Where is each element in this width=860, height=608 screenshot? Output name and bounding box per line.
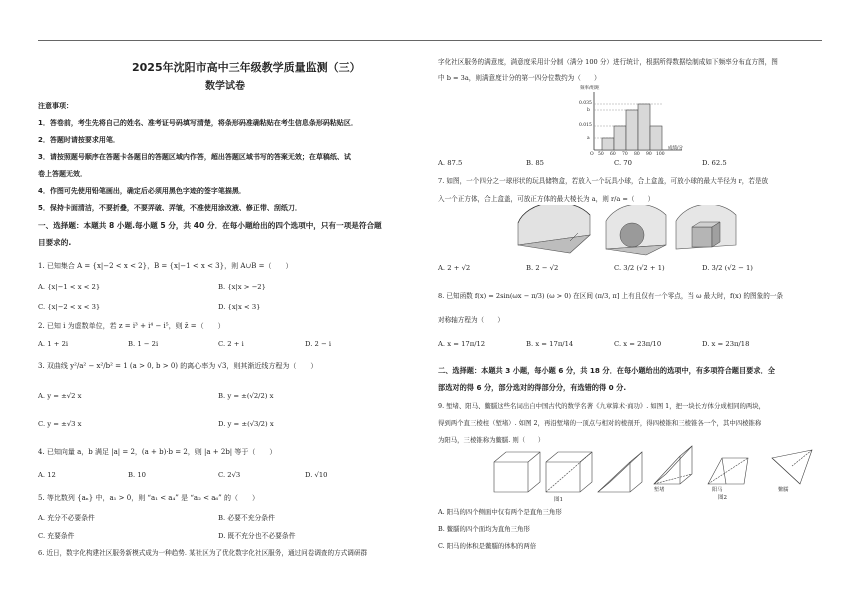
q6-option-b: B. 85 <box>526 159 544 167</box>
q6-stem-left: 6. 近日，数字化构建社区服务新模式成为一种趋势. 某社区为了优化数字化社区服务，通过问卷调查的方式调研群 <box>38 549 368 557</box>
q9-label-yangma: 阳马 <box>712 487 723 493</box>
q9-figure-1 <box>492 448 644 496</box>
q5-option-b: B. 必要不充分条件 <box>218 514 275 522</box>
q6-option-a: A. 87.5 <box>438 159 463 167</box>
exam-title: 2025年沈阳市高中三年级教学质量监测（三） <box>132 61 361 74</box>
q3-option-a: A. y = ±√2 x <box>38 392 82 400</box>
hist-xtick-3: 70 <box>622 152 628 157</box>
q9-label-qiandu: 堑堵 <box>654 487 665 493</box>
q5-option-c: C. 充要条件 <box>38 532 75 540</box>
top-rule <box>38 40 822 41</box>
q7-option-c: C. 3/2 (√2 + 1) <box>614 264 665 272</box>
q8-option-c: C. x = 23π/10 <box>614 340 662 348</box>
q4-option-c: C. 2√3 <box>218 471 241 479</box>
section2-heading-cont: 部选对的得 6 分，部分选对的得部分分，有选错的得 0 分. <box>438 383 627 392</box>
q9-figure-2 <box>652 444 824 492</box>
hist-ytick-0: 0.035 <box>579 101 592 106</box>
hist-xtick-2: 60 <box>610 152 616 157</box>
notice-item-2: 2．答题时请按要求用笔． <box>38 136 120 144</box>
q9-fig1-caption: 图1 <box>554 497 563 503</box>
notice-item-5: 5．保持卡面清洁，不要折叠，不要弄破、弄皱，不准使用涂改液、修正带、刮纸刀． <box>38 204 302 212</box>
section1-heading: 一、选择题：本题共 8 小题.每小题 5 分，共 40 分．在每小题给出的四个选项中，只有一项是符合题 <box>38 221 382 230</box>
q7-option-d: D. 3/2 (√2 − 1) <box>702 264 753 272</box>
q2-option-d: D. 2 − i <box>305 340 332 348</box>
notice-item-3: 3．请按照题号顺序在答题卡各题目的答题区域内作答，超出答题区域书写的答案无效；在草稿纸、试 <box>38 153 351 161</box>
q8-option-a: A. x = 17π/12 <box>438 340 486 348</box>
q1-option-c: C. {x|−2 < x < 3} <box>38 303 101 311</box>
q3-option-b: B. y = ±(√2/2) x <box>218 392 274 400</box>
exam-subtitle: 数学试卷 <box>205 81 245 92</box>
q7-stem-2: 入一个正方体，合上盒盖，可放正方体的最大棱长为 a，则 r/a =（ ） <box>438 195 655 203</box>
q3-option-c: C. y = ±√3 x <box>38 420 82 428</box>
q2-option-b: B. 1 − 2i <box>128 340 159 348</box>
hist-xtick-0: O <box>590 152 594 157</box>
q9-stem-3: 为阳马，三棱锥称为鳖臑. 则（ ） <box>438 436 545 444</box>
hist-ytick-1: b <box>587 108 590 113</box>
q2-stem: 2. 已知 i 为虚数单位，若 z = i³ + i⁴ − i⁵，则 z̄ =（ ） <box>38 322 225 330</box>
q4-stem: 4. 已知向量 a，b 满足 |a| = 2，(a + b)·b = 2，则 |a + 2b| 等于（ ） <box>38 448 277 456</box>
q9-option-b: B. 鳖臑的四个面均为直角三角形 <box>438 525 530 533</box>
q2-option-c: C. 2 + i <box>218 340 244 348</box>
hist-xtick-5: 90 <box>646 152 652 157</box>
hist-xtick-4: 80 <box>634 152 640 157</box>
q7-figure-empty-box <box>510 205 600 257</box>
q7-stem-1: 7. 如图，一个四分之一球形状的玩具储物盒，若放入一个玩具小球，合上盒盖，可放小球的最大半径为 r，若是放 <box>438 177 769 185</box>
notice-heading: 注意事项： <box>38 102 73 110</box>
q9-option-c: C. 阳马的体积是鳖臑的体积的两倍 <box>438 542 537 550</box>
notice-item-4: 4．作图可先使用铅笔画出，确定后必须用黑色字迹的签字笔描黑． <box>38 187 246 195</box>
q4-option-d: D. √10 <box>305 471 328 479</box>
q4-option-b: B. 10 <box>128 471 146 479</box>
hist-xtick-1: 50 <box>598 152 604 157</box>
q8-stem-1: 8. 已知函数 f(x) = 2sin(ωx − π/3) (ω > 0) 在区间 (π/3, π] 上有且仅有一个零点，当 ω 最大时，f(x) 的图象的一条 <box>438 292 783 300</box>
q1-stem: 1. 已知集合 A = {x|−2 < x < 2}，B = {x|−1 < x < 3}，则 A∪B =（ ） <box>38 262 293 270</box>
q6-option-d: D. 62.5 <box>702 159 727 167</box>
q6-histogram <box>578 88 688 154</box>
q3-stem: 3. 双曲线 y²/a² − x²/b² = 1 (a > 0, b > 0) 的离心率为 √3，则其渐近线方程为（ ） <box>38 362 318 370</box>
q6-stem-right-1: 字化社区服务的满意度，满意度采用计分制（满分 100 分）进行统计，根据所得数据绘制成如下频率分布直方图，图 <box>438 58 778 66</box>
q6-stem-right-2: 中 b = 3a，则满意度计分的第一四分位数约为（ ） <box>438 74 601 82</box>
q7-figure-cube-box <box>672 205 740 257</box>
q7-option-b: B. 2 − √2 <box>526 264 559 272</box>
notice-item-3-cont: 卷上答题无效． <box>38 170 87 178</box>
q2-option-a: A. 1 + 2i <box>38 340 69 348</box>
q1-option-d: D. {x|x < 3} <box>218 303 261 311</box>
q8-stem-2: 对称轴方程为（ ） <box>438 316 504 324</box>
q6-option-c: C. 70 <box>614 159 632 167</box>
q5-stem: 5. 等比数列 {aₙ} 中，a₁ > 0，则 “a₁ < a₄” 是 “a₂ < a₆” 的（ ） <box>38 494 259 502</box>
hist-ytick-2: 0.015 <box>579 123 592 128</box>
hist-xtick-6: 100 <box>656 152 665 157</box>
q9-fig2-caption: 图2 <box>718 495 727 501</box>
section1-heading-cont: 目要求的. <box>38 238 72 247</box>
hist-xlabel: 成绩/分 <box>668 146 684 151</box>
q1-option-b: B. {x|x > −2} <box>218 283 266 291</box>
q9-stem-1: 9. 堑堵、阳马、鳖臑这些名词出自中国古代的数学名著《九章算术·商功》. 如图 1，把一块长方体分成相同的两块， <box>438 402 766 410</box>
hist-ylabel: 频率/组距 <box>580 86 600 91</box>
section2-heading: 二、选择题：本题共 3 小题，每小题 6 分，共 18 分．在每小题给出的选项中，有多项符合题目要求．全 <box>438 366 775 375</box>
q1-option-a: A. {x|−1 < x < 2} <box>38 283 101 291</box>
q3-option-d: D. y = ±(√3/2) x <box>218 420 274 428</box>
q5-option-d: D. 既不充分也不必要条件 <box>218 532 296 540</box>
q9-option-a: A. 阳马的四个侧面中仅有两个是直角三角形 <box>438 508 562 516</box>
q8-option-b: B. x = 17π/14 <box>526 340 574 348</box>
q8-option-d: D. x = 23π/18 <box>702 340 750 348</box>
hist-ytick-3: a <box>587 136 590 141</box>
q5-option-a: A. 充分不必要条件 <box>38 514 95 522</box>
q9-label-bienao: 鳖臑 <box>778 487 789 493</box>
q7-figure-ball-box <box>602 205 670 257</box>
notice-item-1: 1．答卷前，考生先将自己的姓名、准考证号码填写清楚，将条形码准确粘贴在考生信息条形码粘贴区． <box>38 119 358 127</box>
q9-stem-2: 得到两个直三棱柱（堑堵）. 如图 2，再沿堑堵的一顶点与相对的棱剖开，得四棱锥和三棱锥各一个，其中四棱锥称 <box>438 419 762 427</box>
q4-option-a: A. 12 <box>38 471 56 479</box>
q7-option-a: A. 2 + √2 <box>438 264 471 272</box>
